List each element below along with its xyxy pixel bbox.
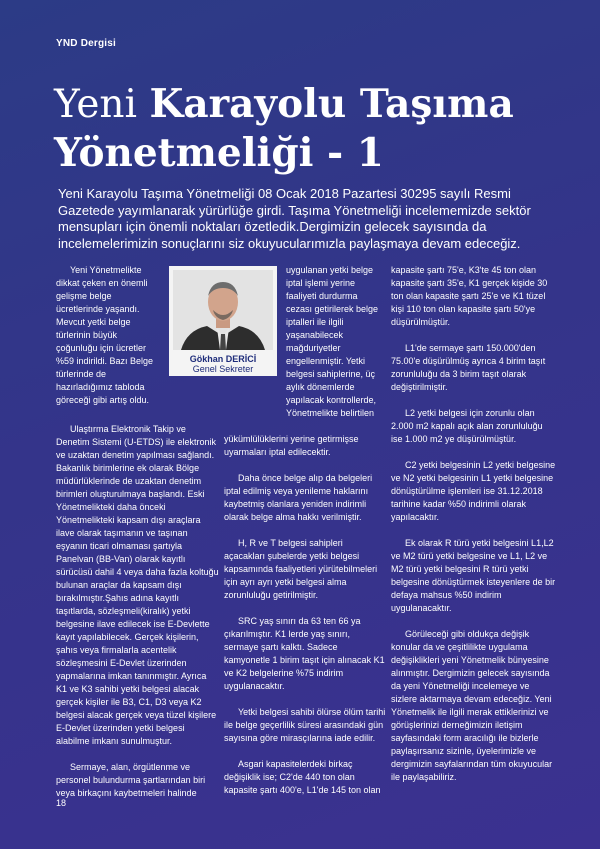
portrait-icon xyxy=(173,270,273,350)
title-bold-2: Yönetmeliği - 1 xyxy=(54,130,384,176)
col3-paragraph: C2 yetki belgesinin L2 yetki belgesine ve N2 yetki belgesinin L1 yetki belgesine dönüştürülme işlemleri ise 31.12.2018 tarihine kadar %50 indirimli olarak yapılacaktır. xyxy=(391,460,556,522)
magazine-name: YND Dergisi xyxy=(56,38,116,49)
author-photo xyxy=(173,270,273,350)
col2-top-paragraph: uygulanan yetki belge iptal işlemi yerine faaliyeti durdurma cezası getirilerek belge iptalleri ile ilgili yaşanabilecek mağduriyetler engellenmiştir. Yetki belgesi sahiplerine, üç aylık dönemlerde yapılacak kontrollerde, Yönetmelikte belirtilen xyxy=(286,265,379,418)
col2-paragraph: SRC yaş sınırı da 63 ten 66 ya çıkarılmıştır. K1 lerde yaş sınırı, sermaye şartı kalktı. Sadece kamyonetle 1 birim taşıt için alınacak K1 ve K2 belgelerine %75 indirim uygulanacaktır. xyxy=(224,616,385,691)
col3-paragraph: kapasite şartı 75'e, K3'te 45 ton olan kapasite şartı 35'e, K1 gerçek kişide 30 ton olan kapasite şartı 25'e ve K1 tüzel kişi 110 ton olan kapasite şartı 50'ye düşürülmüştür. xyxy=(391,265,548,327)
col2-paragraph: Yetki belgesi sahibi ölürse ölüm tarihi ile belge geçerlilik süresi arasındaki gün sayısına göre mirasçılarına iade edilir. xyxy=(224,707,386,743)
article-title xyxy=(54,80,574,178)
page-number: 18 xyxy=(56,798,67,808)
author-role: Genel Sekreter xyxy=(192,364,254,374)
col3-paragraph: Ek olarak R türü yetki belgesini L1,L2 ve M2 türü yetki belgesine ve L1, L2 ve M2 türü yetki belgesini R türü yetki belgesine dönüştürmek isteyenlere de bir defaya mahsus %50 indirim uygulanacaktır. xyxy=(391,538,556,613)
title-light: Yeni xyxy=(54,82,150,127)
col2-paragraph: H, R ve T belgesi sahipleri açacakları şubelerde yetki belgesi kapsamında faaliyetleri yürütebilmeleri için ayrı ayrı yetki belgesi alma zorunluluğu getirilmiştir. xyxy=(224,538,378,600)
col2-continuation: yükümlülüklerini yerine getirmişse uyarmaları iptal edilecektir. xyxy=(224,434,359,457)
column-3 xyxy=(391,264,556,784)
col2-paragraph: Daha önce belge alıp da belgeleri iptal edilmiş veya yenileme haklarını kaybetmiş olanlara yeniden indirimli olarak belge alma hakkı verilmiştir. xyxy=(224,473,373,522)
column-1 xyxy=(56,423,219,800)
author-photo-card xyxy=(169,266,277,376)
col1-paragraph: Ulaştırma Elektronik Takip ve Denetim Sistemi (U-ETDS) ile elektronik ve uzaktan denetim yapılması sağlandı. Bakanlık birimlerine ek olarak Bölge müdürlüklerinde de uzaktan denetim birimleri oluşturulmaya başlandı. Eski Yönetmelikteki daha önceki Yönetmelikteki kapsam dışı araçlara ilave olarak taşımanın ve taşınan eşyanın ticari olmaması şartıyla Panelvan (BB-Van) olarak kayıtlı sürücüsü dahil 4 veya daha fazla koltuğu bulunan araçlar da kapsam dışı bırakılmıştır.Şahıs adına kayıtlı taşıtlarda, sözleşmeli(kiralık) yetki belgesine ilave edilecek ise E-Devlette kayıt yapılabilecek. Gerçek kişilerin, şahıs veya firmalarla acentelik sözleşmesini E-Devlet üzerinden yapmalarına imkan tanınmıştır. Ayrıca K1 ve K3 sahibi yetki belgesi alacak gerçek kişiler ile B3, C1, D3 veya K2 belgesi alacak gerçek veya tüzel kişilere E-Devlet üzerinden yetki belgesi alabilme imkanı sunulmuştur. xyxy=(56,424,219,746)
col3-paragraph: L2 yetki belgesi için zorunlu olan 2.000 m2 kapalı açık alan zorunluluğu ise 1.000 m2 ye düşürülmüştür. xyxy=(391,408,543,444)
col3-paragraph: L1'de sermaye şartı 150.000'den 75.00'e düşürülmüş ayrıca 4 birim taşıt zorunluluğu da 3 birim taşıt olarak değiştirilmiştir. xyxy=(391,343,546,392)
col1-intro: Yeni Yönetmelikte dikkat çeken en önemli gelişme belge ücretlerinde yaşandı. Mevcut yetki belge türlerinin büyük çoğunluğu için ücretler %59 indirildi. Bazı Belge türlerinde de hazırladığımız tabloda göreceği gibi artış oldu. xyxy=(56,265,154,405)
column-2 xyxy=(224,433,386,797)
title-bold-1: Karayolu Taşıma xyxy=(149,81,514,127)
col2-paragraph: Asgari kapasitelerdeki birkaç değişiklik ise; C2'de 440 ton olan kapasite şartı 400'e, L1'de 145 ton olan xyxy=(224,759,381,795)
col1-paragraph: Sermaye, alan, örgütlenme ve personel bulundurma şartlarından biri veya birkaçını kaybetmeleri halinde xyxy=(56,762,206,798)
column-2-top xyxy=(286,264,384,420)
article-lead: Yeni Karayolu Taşıma Yönetmeliği 08 Ocak 2018 Pazartesi 30295 sayılı Resmi Gazetede yayımlanarak yürürlüğe girdi. Taşıma Yönetmeliği incelememizde sektör mensupları için önemli noktaları özetledik.Dergimizin gelecek sayısında da incelemelerimizin sonuçlarını siz okuyucularımızla paylaşmaya devam edeceğiz. xyxy=(58,186,531,251)
author-name: Gökhan DERİCİ xyxy=(189,354,257,364)
col3-paragraph: Görüleceği gibi oldukça değişik konular da ve çeşitlilikte uygulama değişiklikleri yeni Yönetmelik bünyesine alınmıştır. Dergimizin gelecek sayısında da yeni Yönetmeliği incelemeye ve sizlere aktarmaya devam edeceğiz. Yeni Yönetmelik ile ilgili merak ettiklerinizi ve görüşlerinizi derneğimizin iletişim sayfasındaki form aracılığı ile bizlerle paylaşırsanız sizinle, üyelerimizle ve dergimizin sayfalarından tüm okuyucular ile paylaşabiliriz. xyxy=(391,629,553,782)
column-1-top xyxy=(56,264,159,407)
